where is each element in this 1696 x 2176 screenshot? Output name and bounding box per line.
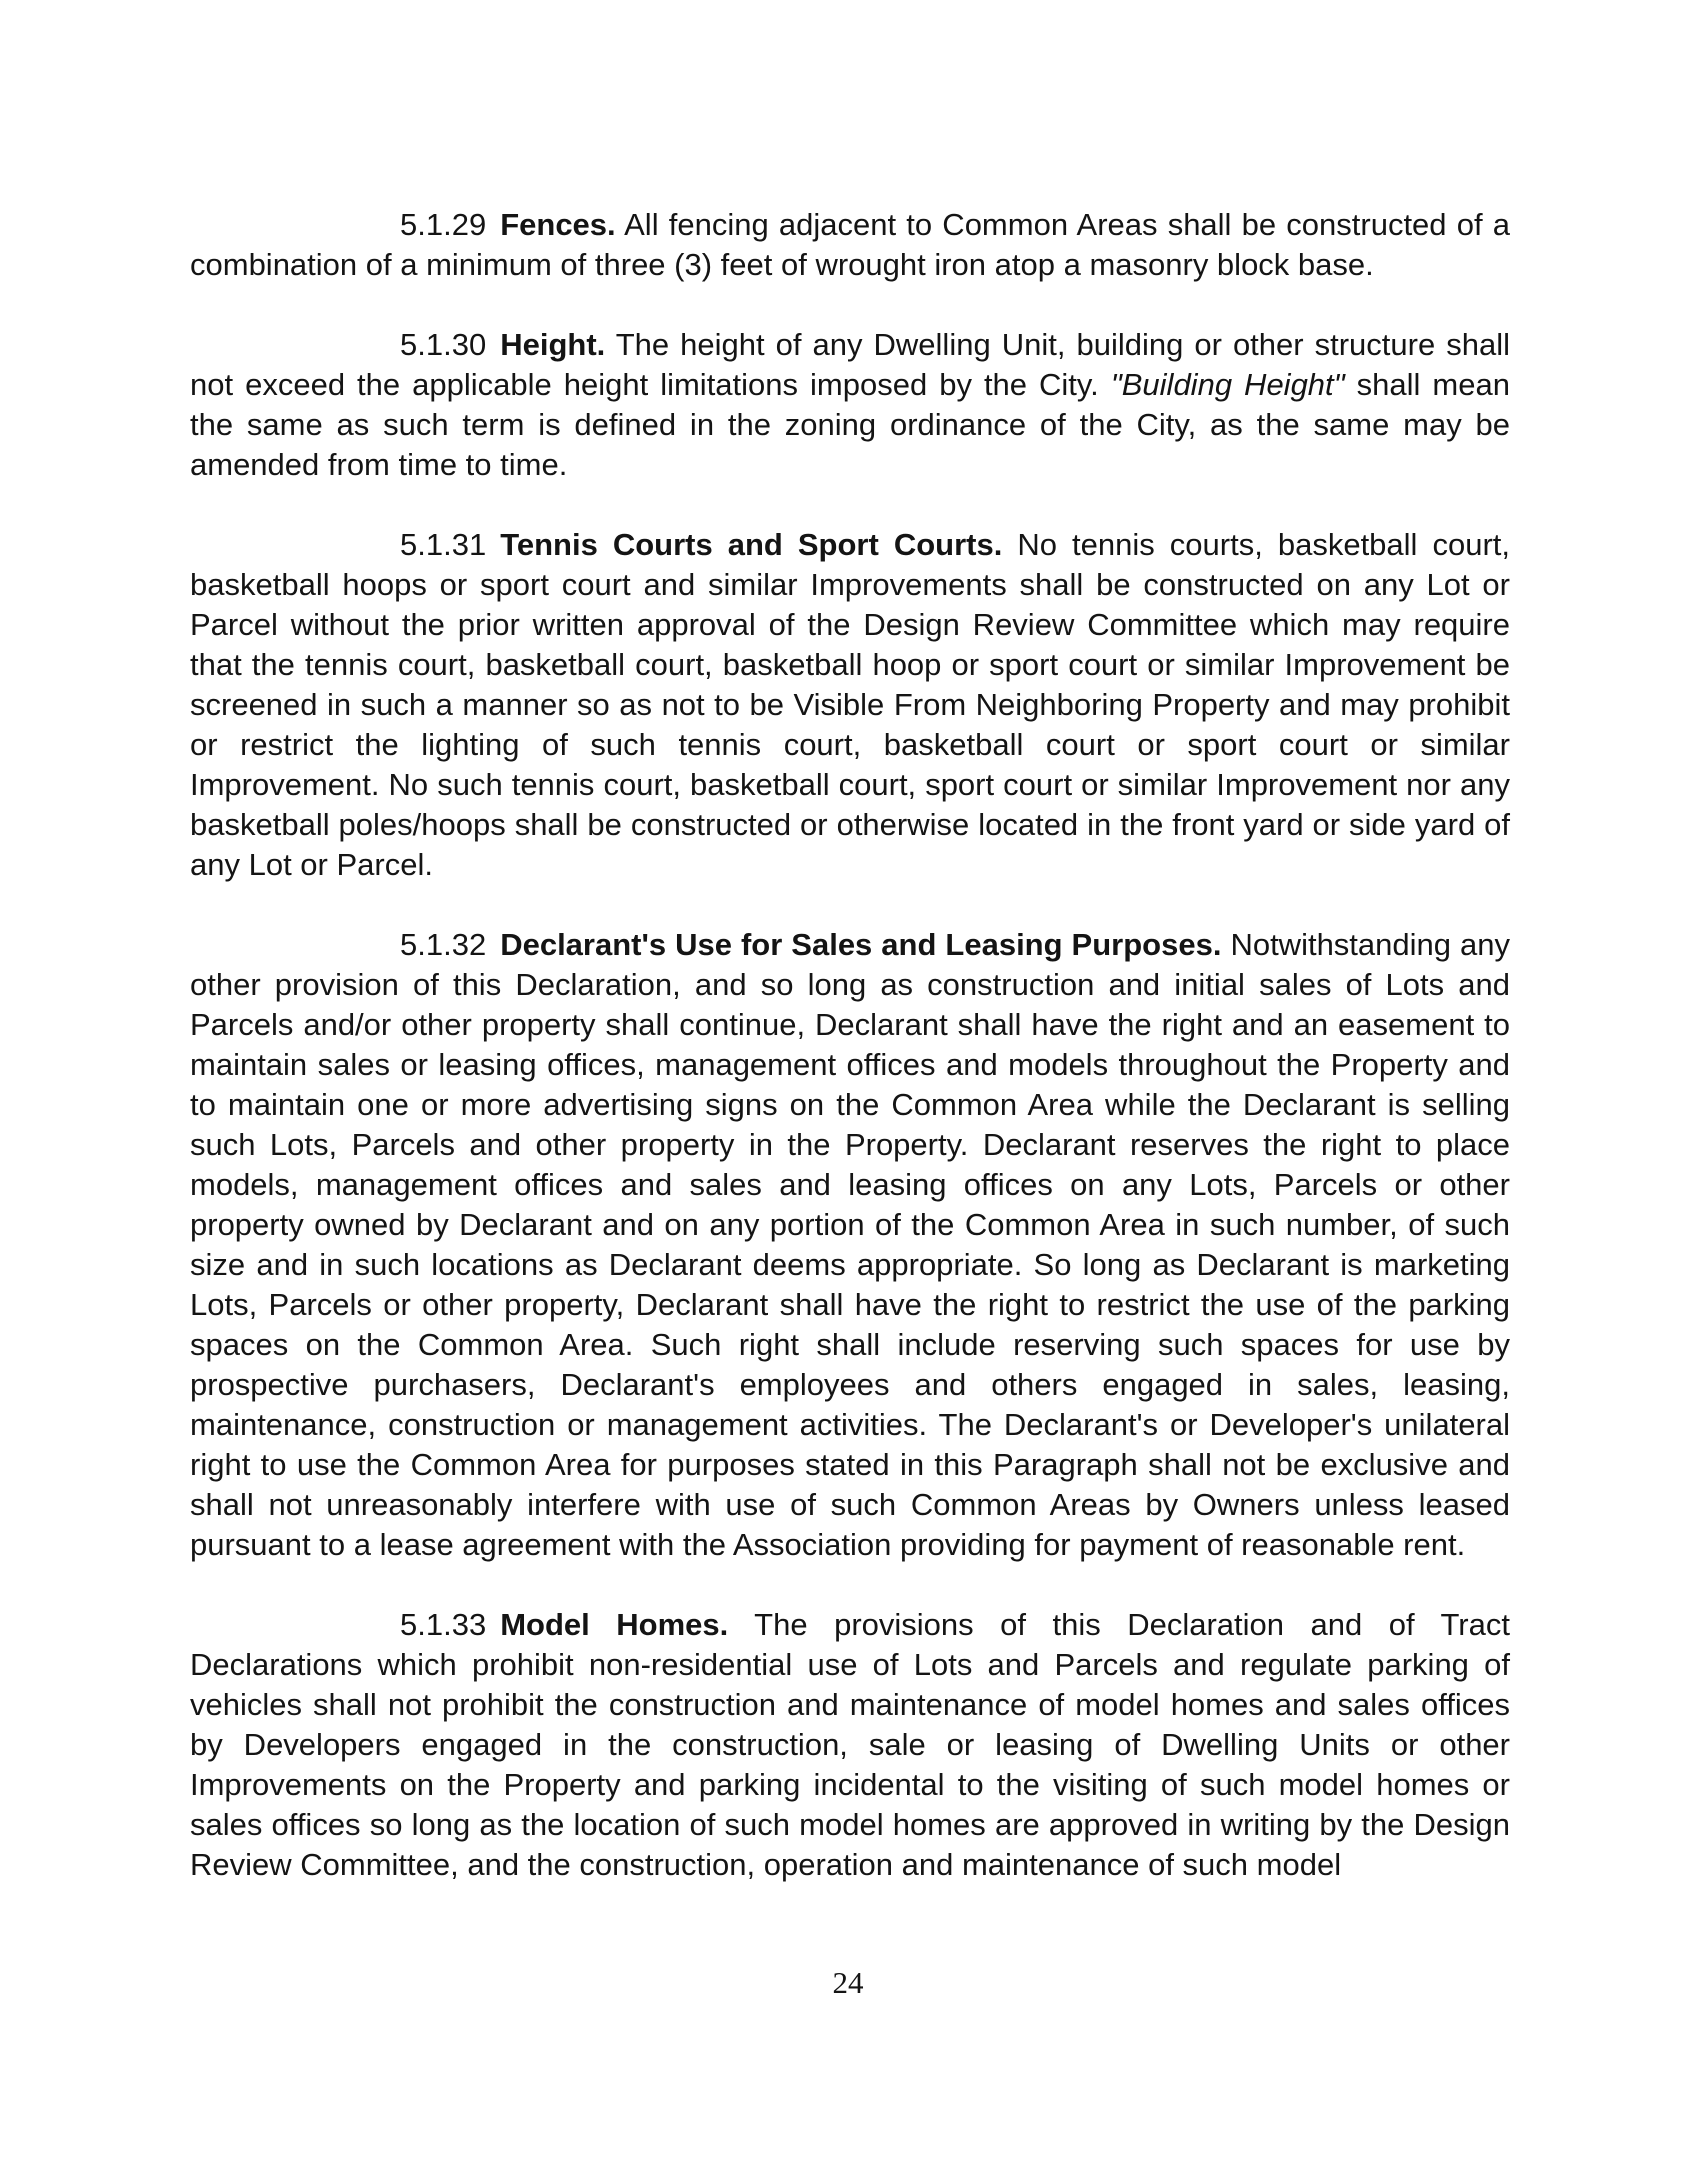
section-5-1-29 bbox=[190, 205, 1510, 285]
section-body: The provisions of this Declaration and of Tract Declarations which prohibit non-residential use of Lots and Parcels and regulate parking of vehicles shall not prohibit the construction and maintenance of model homes and sales offices by Developers engaged in the construction, sale or leasing of Dwelling Units or other Improvements on the Property and parking incidental to the visiting of such model homes or sales offices so long as the location of such model homes are approved in writing by the Design Review Committee, and the construction, operation and maintenance of such model bbox=[190, 1607, 1510, 1882]
section-body: Notwithstanding any other provision of this Declaration, and so long as construction and initial sales of Lots and Parcels and/or other property shall continue, Declarant shall have the right and an easement to maintain sales or leasing offices, management offices and models throughout the Property and to maintain one or more advertising signs on the Common Area while the Declarant is selling such Lots, Parcels and other property in the Property. Declarant reserves the right to place models, management offices and sales and leasing offices on any Lots, Parcels or other property owned by Declarant and on any portion of the Common Area in such number, of such size and in such locations as Declarant deems appropriate. So long as Declarant is marketing Lots, Parcels or other property, Declarant shall have the right to restrict the use of the parking spaces on the Common Area. Such right shall include reserving such spaces for use by prospective purchasers, Declarant's employees and others engaged in sales, leasing, maintenance, construction or management activities. The Declarant's or Developer's unilateral right to use the Common Area for purposes stated in this Paragraph shall not be exclusive and shall not unreasonably interfere with use of such Common Areas by Owners unless leased pursuant to a lease agreement with the Association providing for payment of reasonable rent. bbox=[190, 927, 1510, 1562]
section-5-1-32 bbox=[190, 925, 1510, 1565]
section-heading: Declarant's Use for Sales and Leasing Purposes. bbox=[500, 927, 1222, 962]
section-5-1-30 bbox=[190, 325, 1510, 485]
section-body: No tennis courts, basketball court, basketball hoops or sport court and similar Improvements shall be constructed on any Lot or Parcel without the prior written approval of the Design Review Committee which may require that the tennis court, basketball court, basketball hoop or sport court or similar Improvement be screened in such a manner so as not to be Visible From Neighboring Property and may prohibit or restrict the lighting of such tennis court, basketball court or sport court or similar Improvement. No such tennis court, basketball court, sport court or similar Improvement nor any basketball poles/hoops shall be constructed or otherwise located in the front yard or side yard of any Lot or Parcel. bbox=[190, 527, 1510, 882]
document-page bbox=[190, 205, 1510, 1885]
page-number: 24 bbox=[832, 1965, 864, 2000]
section-number: 5.1.32 bbox=[400, 927, 487, 962]
section-number: 5.1.31 bbox=[400, 527, 487, 562]
section-body: All fencing adjacent to Common Areas shall be constructed of a combination of a minimum of three (3) feet of wrought iron atop a masonry block base. bbox=[190, 207, 1510, 282]
section-body-continued: shall mean the same as such term is defined in the zoning ordinance of the City, as the same may be amended from time to time. bbox=[190, 367, 1510, 482]
section-heading: Fences. bbox=[500, 207, 616, 242]
section-5-1-31 bbox=[190, 525, 1510, 885]
section-5-1-33 bbox=[190, 1605, 1510, 1885]
section-number: 5.1.33 bbox=[400, 1607, 487, 1642]
section-heading: Model Homes. bbox=[500, 1607, 729, 1642]
section-body: The height of any Dwelling Unit, building or other structure shall not exceed the applicable height limitations imposed by the City. bbox=[190, 327, 1510, 402]
section-number: 5.1.29 bbox=[400, 207, 487, 242]
section-number: 5.1.30 bbox=[400, 327, 487, 362]
defined-term: "Building Height" bbox=[1110, 367, 1345, 402]
section-heading: Height. bbox=[500, 327, 606, 362]
section-heading: Tennis Courts and Sport Courts. bbox=[500, 527, 1003, 562]
